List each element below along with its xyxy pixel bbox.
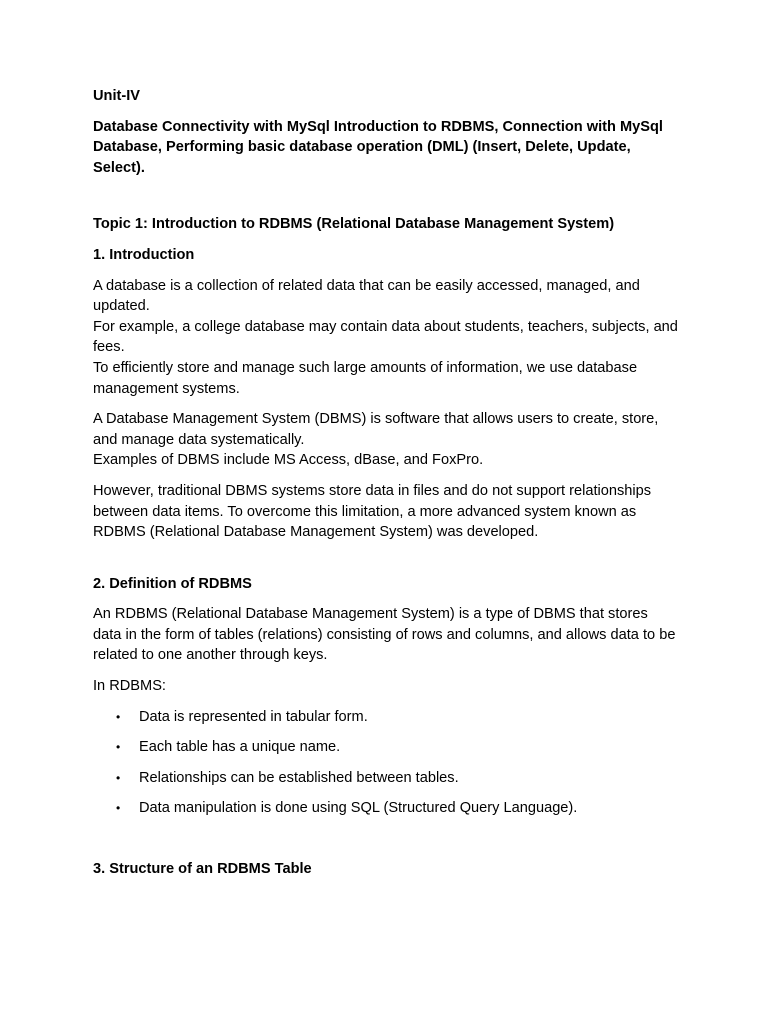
section-2-paragraph: An RDBMS (Relational Database Management System) is a type of DBMS that stores data in the form of tables (relations) consisting of rows and columns, and allows data to be related to one another through keys. <box>93 606 676 664</box>
rdbms-features-list <box>93 707 678 819</box>
unit-heading: Unit-IV <box>93 88 141 104</box>
section-1-paragraph-3: However, traditional DBMS systems store data in files and do not support relationships between data items. To overcome this limitation, a more advanced system known as RDBMS (Relational Database Management System) was developed. <box>93 482 652 541</box>
section-1-paragraph-1-line-1: A database is a collection of related data that can be easily accessed, managed, and updated. <box>93 277 640 315</box>
bullet-icon: • <box>116 709 121 724</box>
section-1-paragraph-2 <box>93 409 678 471</box>
bullet-icon: • <box>116 801 121 816</box>
section-3-heading: 3. Structure of an RDBMS Table <box>93 861 312 878</box>
bullet-icon: • <box>116 770 121 785</box>
list-item-text: Each table has a unique name. <box>139 739 341 756</box>
list-item <box>93 707 678 728</box>
section-1-heading: 1. Introduction <box>93 246 195 263</box>
list-item-text: Data is represented in tabular form. <box>139 708 368 725</box>
section-1-paragraph-2-line-2: Examples of DBMS include MS Access, dBase, and FoxPro. <box>93 452 484 469</box>
section-1-paragraph-1-line-2: For example, a college database may contain data about students, teachers, subjects, and fees. <box>93 318 678 356</box>
list-item <box>93 768 678 789</box>
list-item-text: Relationships can be established between tables. <box>139 769 459 786</box>
bullet-icon: • <box>116 740 121 755</box>
document-page <box>93 86 678 880</box>
section-1-paragraph-1-line-3: To efficiently store and manage such large amounts of information, we use database management systems. <box>93 359 638 397</box>
topic-heading: Topic 1: Introduction to RDBMS (Relational Database Management System) <box>93 216 615 233</box>
list-item <box>93 798 678 819</box>
section-1-paragraph-2-line-1: A Database Management System (DBMS) is software that allows users to create, store, and manage data systematically. <box>93 411 659 448</box>
section-2-heading: 2. Definition of RDBMS <box>93 575 252 592</box>
list-item-text: Data manipulation is done using SQL (Structured Query Language). <box>139 800 578 817</box>
section-1-paragraph-1 <box>93 276 678 400</box>
list-item <box>93 737 678 758</box>
section-2-list-intro: In RDBMS: <box>93 678 166 695</box>
unit-description: Database Connectivity with MySql Introduction to RDBMS, Connection with MySql Database, Performing basic database operation (DML) (Insert, Delete, Update, Select). <box>93 118 663 176</box>
